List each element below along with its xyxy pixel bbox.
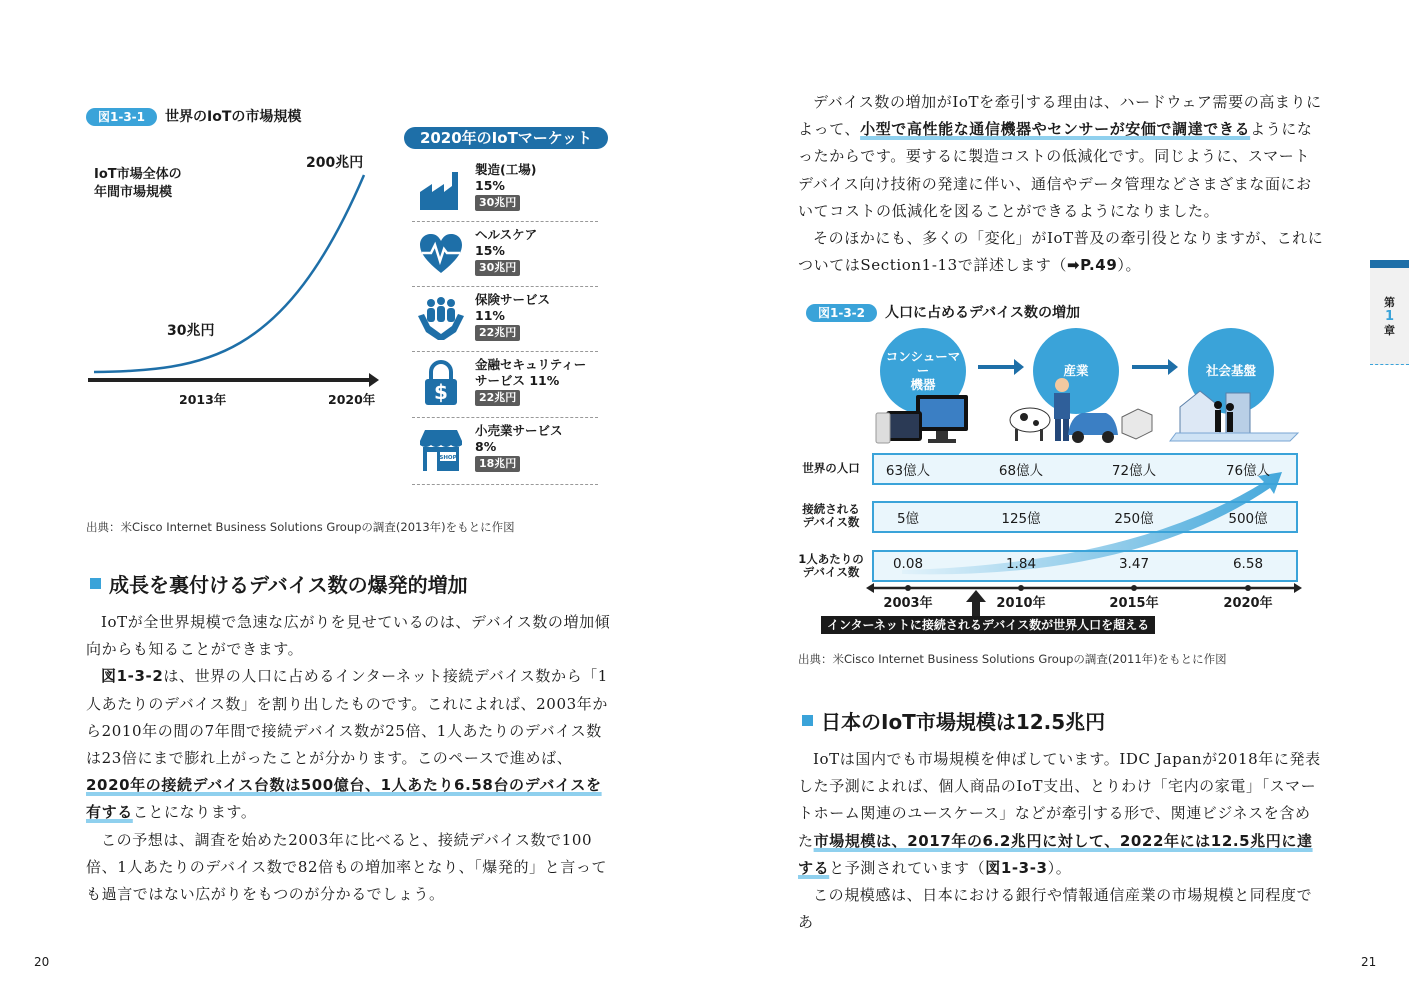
- right-body-text-top: [798, 89, 1324, 279]
- right-paragraph-3-b: と予測されています（: [829, 858, 986, 877]
- section-heading-device-growth: [90, 569, 468, 598]
- row-label-devices: [796, 503, 866, 529]
- heading-square-icon: [802, 715, 813, 726]
- chapter-tab-text: 章: [1384, 324, 1395, 337]
- year-2015: 2015年: [1109, 596, 1159, 611]
- market-item-share: 15%: [475, 178, 505, 193]
- population-2020: 76億人: [1225, 463, 1271, 479]
- right-paragraph-3-a: IoTは国内でも市場規模を伸ばしています。IDC Japanが2018年に発表した予測によれば、個人商品のIoT支出、とりわけ「宅内の家電」「スマートホーム関連のユースケース」などが牽引する形で、関連ビジネスを含めた: [798, 750, 1321, 850]
- heading-text: 成長を裏付けるデバイス数の爆発的増加: [109, 573, 468, 597]
- figure-title: 世界のIoTの市場規模: [165, 109, 302, 125]
- highlight-text: 市場規模は、2017年の6.2兆円に対して、2022年には12.5兆円に達する: [798, 831, 1313, 877]
- arrow-right-icon: [978, 359, 1024, 375]
- row-label-population: 世界の人口: [802, 461, 860, 475]
- chapter-tab-text: 第: [1384, 296, 1395, 309]
- callout-devices-exceed-population: インターネットに接続されるデバイス数が世界人口を超える: [821, 616, 1155, 634]
- page-number-left: 20: [34, 955, 50, 969]
- population-2010: 68億人: [998, 463, 1044, 479]
- shop-sign-text: SHOP: [439, 455, 457, 461]
- right-paragraph-2: [798, 225, 1324, 279]
- car-icon: [1068, 413, 1118, 443]
- per-person-2015: 3.47: [1118, 556, 1150, 572]
- paragraph-3: この予想は、調査を始めた2003年に比べると、接続デバイス数で100倍、1人あたりのデバイス数で82倍もの増加率となり、「爆発的」と言っても過言ではない広がりをもつのが分かるでしょう。: [86, 830, 608, 904]
- cow-icon: [1010, 408, 1050, 441]
- monitor-icon: [916, 395, 968, 443]
- page-ref-link[interactable]: ➡P.49: [1066, 256, 1118, 275]
- left-body-text: [86, 609, 612, 908]
- figure-tag: 図1-3-2: [806, 304, 877, 322]
- row-label-per-person-line2: デバイス数: [802, 565, 860, 579]
- phone-icon: [876, 413, 890, 443]
- market-item-insurance: [412, 288, 598, 352]
- right-body-text-bottom: [798, 746, 1324, 936]
- heart-pulse-icon: [416, 229, 466, 279]
- market-item-financial-security: [412, 353, 598, 418]
- right-paragraph-2-a: そのほかにも、多くの「変化」がIoT普及の牽引役となりますが、これについてはSection1-13で詳述します（: [798, 229, 1324, 275]
- devices-2003: 5億: [896, 511, 920, 527]
- row-label-per-person: [796, 553, 866, 579]
- heading-text: 日本のIoT市場規模は12.5兆円: [821, 710, 1106, 734]
- right-paragraph-3-c: ）。: [1047, 858, 1072, 877]
- figure-1-3-1-header: [86, 106, 301, 126]
- figure-1-3-2-header: [806, 302, 1080, 322]
- right-paragraph-2-b: ）。: [1117, 256, 1142, 275]
- figure-ref: 図1-3-3: [985, 858, 1048, 877]
- x-tick-2020: 2020年: [328, 392, 376, 407]
- devices-2020: 500億: [1228, 511, 1268, 527]
- market-item-share: サービス 11%: [475, 373, 560, 388]
- right-paragraph-3: [798, 746, 1324, 882]
- chapter-number: 1: [1384, 309, 1395, 324]
- market-item-healthcare: [412, 223, 598, 287]
- market-title: 2020年のIoTマーケット: [404, 127, 608, 149]
- population-2015: 72億人: [1111, 463, 1157, 479]
- arrow-right-icon: [1132, 359, 1178, 375]
- market-item-label: 金融セキュリティー: [475, 357, 587, 372]
- per-person-2020: 6.58: [1232, 556, 1264, 572]
- figure-title: 人口に占めるデバイス数の増加: [885, 305, 1081, 321]
- per-person-2003: 0.08: [892, 556, 924, 572]
- heading-square-icon: [90, 578, 101, 589]
- circle-consumer-line2: 機器: [910, 377, 936, 392]
- svg-text:$: $: [434, 380, 448, 404]
- market-item-value: 22兆円: [475, 390, 520, 406]
- row-label-devices-line2: デバイス数: [802, 515, 860, 529]
- chart-y-label-line2: 年間市場規模: [94, 185, 173, 200]
- label-200: 200兆円: [306, 155, 364, 171]
- shop-icon: [416, 425, 466, 475]
- page-number-right: 21: [1361, 955, 1377, 969]
- chart-x-axis-arrow: [369, 373, 379, 387]
- highlight-text: 2020年の接続デバイス台数は500億台、1人あたり6.58台のデバイスを有する: [86, 776, 602, 822]
- right-paragraph-1-b: ようになったからです。要するに製造コストの低減化です。同じように、スマートデバイス向け技術の発達に伴い、通信やデータ管理などさまざまな面においてコストの低減化を図ることができるようになりました。: [798, 120, 1313, 220]
- market-item-label: ヘルスケア: [475, 227, 538, 242]
- market-item-label: 製造(工場): [475, 162, 537, 177]
- right-paragraph-1-a: デバイス数の増加がIoTを牽引する理由は、ハードウェア需要の高まりによって、: [798, 93, 1322, 139]
- market-item-share: 11%: [475, 308, 505, 323]
- right-paragraph-4: この規模感は、日本における銀行や情報通信産業の市場規模と同程度であ: [798, 886, 1313, 932]
- market-item-share: 8%: [475, 439, 497, 454]
- market-item-share: 15%: [475, 243, 505, 258]
- stage-illustrations: [870, 355, 1300, 455]
- market-item-label: 小売業サービス: [475, 423, 563, 438]
- money-lock-icon: [416, 359, 466, 409]
- paragraph-1: IoTが全世界規模で急速な広がりを見せているのは、デバイス数の増加傾向からも知ることができます。: [86, 613, 611, 659]
- row-label-per-person-line1: 1人あたりの: [798, 552, 864, 566]
- per-person-2010: 1.84: [1005, 556, 1037, 572]
- section-heading-japan-market: [802, 706, 1105, 735]
- right-paragraph-1: [798, 89, 1324, 225]
- growth-curve: [94, 175, 364, 372]
- paragraph-2-end: ことになります。: [132, 803, 257, 822]
- figure-2-source: 出典：米Cisco Internet Business Solutions Groupの調査(2011年)をもとに作図: [798, 652, 1227, 666]
- figure-ref: 図1-3-2: [101, 667, 164, 686]
- people-hands-icon: [416, 294, 466, 344]
- market-item-value: 22兆円: [475, 325, 520, 341]
- row-label-devices-line1: 接続される: [802, 502, 860, 516]
- circle-consumer-line1: コンシューマー: [885, 349, 961, 378]
- market-item-retail: [412, 419, 598, 485]
- highlight-text: 小型で高性能な通信機器やセンサーが安価で調達できる: [860, 120, 1251, 139]
- tablet-icon: [886, 411, 922, 441]
- worker-icon: [1054, 378, 1070, 441]
- devices-2010: 125億: [1001, 511, 1041, 527]
- figure-tag: 図1-3-1: [86, 108, 157, 126]
- people-icon: [1214, 401, 1234, 432]
- market-growth-chart: [84, 150, 384, 395]
- year-2003: 2003年: [883, 596, 933, 611]
- factory-icon: [416, 166, 466, 216]
- market-item-label: 保険サービス: [475, 292, 551, 307]
- chapter-tab: [1370, 268, 1409, 365]
- chart-y-label-line1: IoT市場全体の: [94, 167, 182, 182]
- paragraph-2: [86, 663, 612, 826]
- circle-infrastructure: 社会基盤: [1188, 328, 1274, 414]
- year-2010: 2010年: [996, 596, 1046, 611]
- label-30: 30兆円: [167, 323, 215, 339]
- market-item-value: 18兆円: [475, 456, 520, 472]
- package-icon: [1122, 409, 1152, 439]
- market-item-manufacturing: [412, 158, 598, 222]
- figure-1-source: 出典：米Cisco Internet Business Solutions Groupの調査(2013年)をもとに作図: [86, 520, 515, 534]
- x-tick-2013: 2013年: [179, 392, 227, 407]
- city-icon: [1170, 391, 1298, 441]
- devices-2015: 250億: [1114, 511, 1154, 527]
- population-2003: 63億人: [885, 463, 931, 479]
- market-item-value: 30兆円: [475, 195, 520, 211]
- circle-industry: 産業: [1033, 328, 1119, 414]
- paragraph-2-text: は、世界の人口に占めるインターネット接続デバイス数から「1人あたりのデバイス数」を割り出したものです。これによれば、2003年から2010年の間の7年間で接続デバイス数が25倍、1人あたりのデバイス数は23倍にまで膨れ上がったことが分かります。このペースで進めば、: [86, 667, 608, 768]
- market-item-value: 30兆円: [475, 260, 520, 276]
- year-2020: 2020年: [1223, 596, 1273, 611]
- chapter-tab-bar: [1370, 260, 1409, 268]
